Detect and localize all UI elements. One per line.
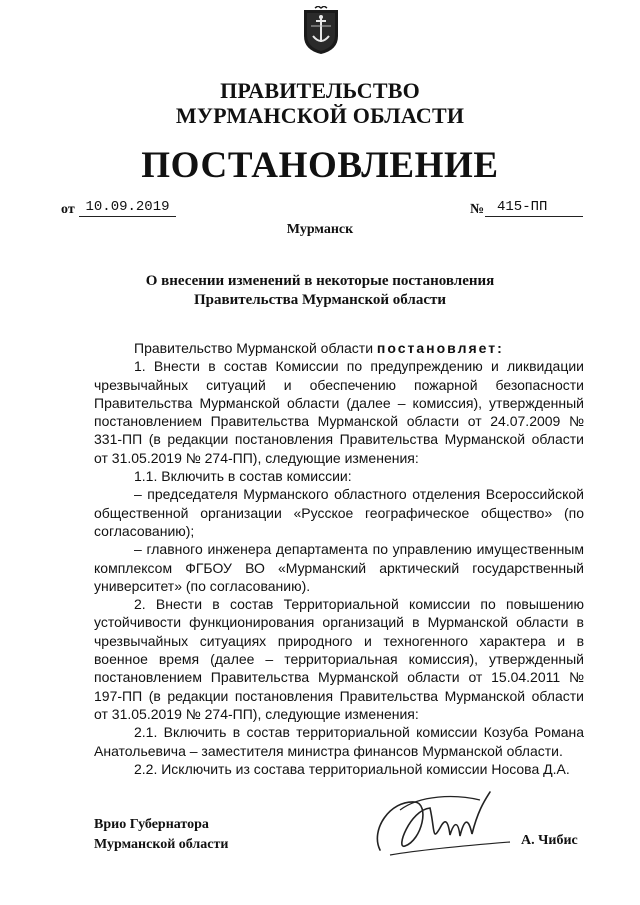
date-label: от [61,202,75,217]
paragraph-1: 1. Внести в состав Комиссии по предупреждению и ликвидации чрезвычайных ситуаций и обеспечению пожарной безопасности Правительства Мурманской области (далее – комиссия), утвержденный постановлением Правительства Мурманской области от 24.07.2009 № 331-ПП (в редакции постановления Правительства Мурманской области от 31.05.2019 № 274-ПП), следующие изменения: [94,358,584,466]
paragraph-2: 2. Внести в состав Территориальной комиссии по повышению устойчивости функционирования организаций в Мурманской области в чрезвычайных ситуациях природного и техногенного характера и в военное время (далее – территориальная комиссия), утвержденный постановлением Правительства Мурманской области от 15.04.2011 № 197-ПП (в редакции постановления Правительства Мурманской области от 31.05.2019 № 274-ПП), следующие изменения: [94,596,584,722]
subject-line2: Правительства Мурманской области [193,292,447,308]
number-label: № [470,202,485,217]
intro-verb: постановляет: [376,340,504,356]
intro-paragraph [94,339,584,357]
coat-of-arms-icon [301,6,341,56]
paragraph-1-1-a: – председателя Мурманского областного отделения Всероссийской общественной организации «Русское географическое общество» (по согласованию); [94,486,584,539]
intro-prefix: Правительство Мурманской области [134,340,377,356]
position-line2: Мурманской области [94,837,229,852]
document-number: 415-ПП [485,198,583,217]
city: Мурманск [286,222,354,237]
paragraph-2-2: 2.2. Исключить из состава территориальной комиссии Носова Д.А. [134,760,570,777]
document-body [94,339,584,778]
signatory-name: А. Чибис [521,833,578,848]
handwritten-signature-icon [360,780,520,870]
subject-line1: О внесении изменений в некоторые постановления [145,273,495,289]
org-title-line1: ПРАВИТЕЛЬСТВО [220,78,420,103]
paragraph-1-1-b: – главного инженера департамента по управлению имущественным комплексом ФГБОУ ВО «Мурманский арктический государственный университет» (по согласованию). [94,541,584,594]
signatory-position [94,815,228,855]
document-date: 10.09.2019 [79,198,176,217]
date-number-row [0,198,640,220]
paragraph-1-1: 1.1. Включить в состав комиссии: [134,468,352,485]
paragraph-2-1: 2.1. Включить в состав территориальной комиссии Козуба Романа Анатольевича – заместителя министра финансов Мурманской области. [94,724,584,759]
org-title-line2: МУРМАНСКОЙ ОБЛАСТИ [175,103,465,128]
document-type-title: ПОСТАНОВЛЕНИЕ [141,145,499,186]
position-line1: Врио Губернатора [94,817,209,832]
document-subject [0,272,640,310]
